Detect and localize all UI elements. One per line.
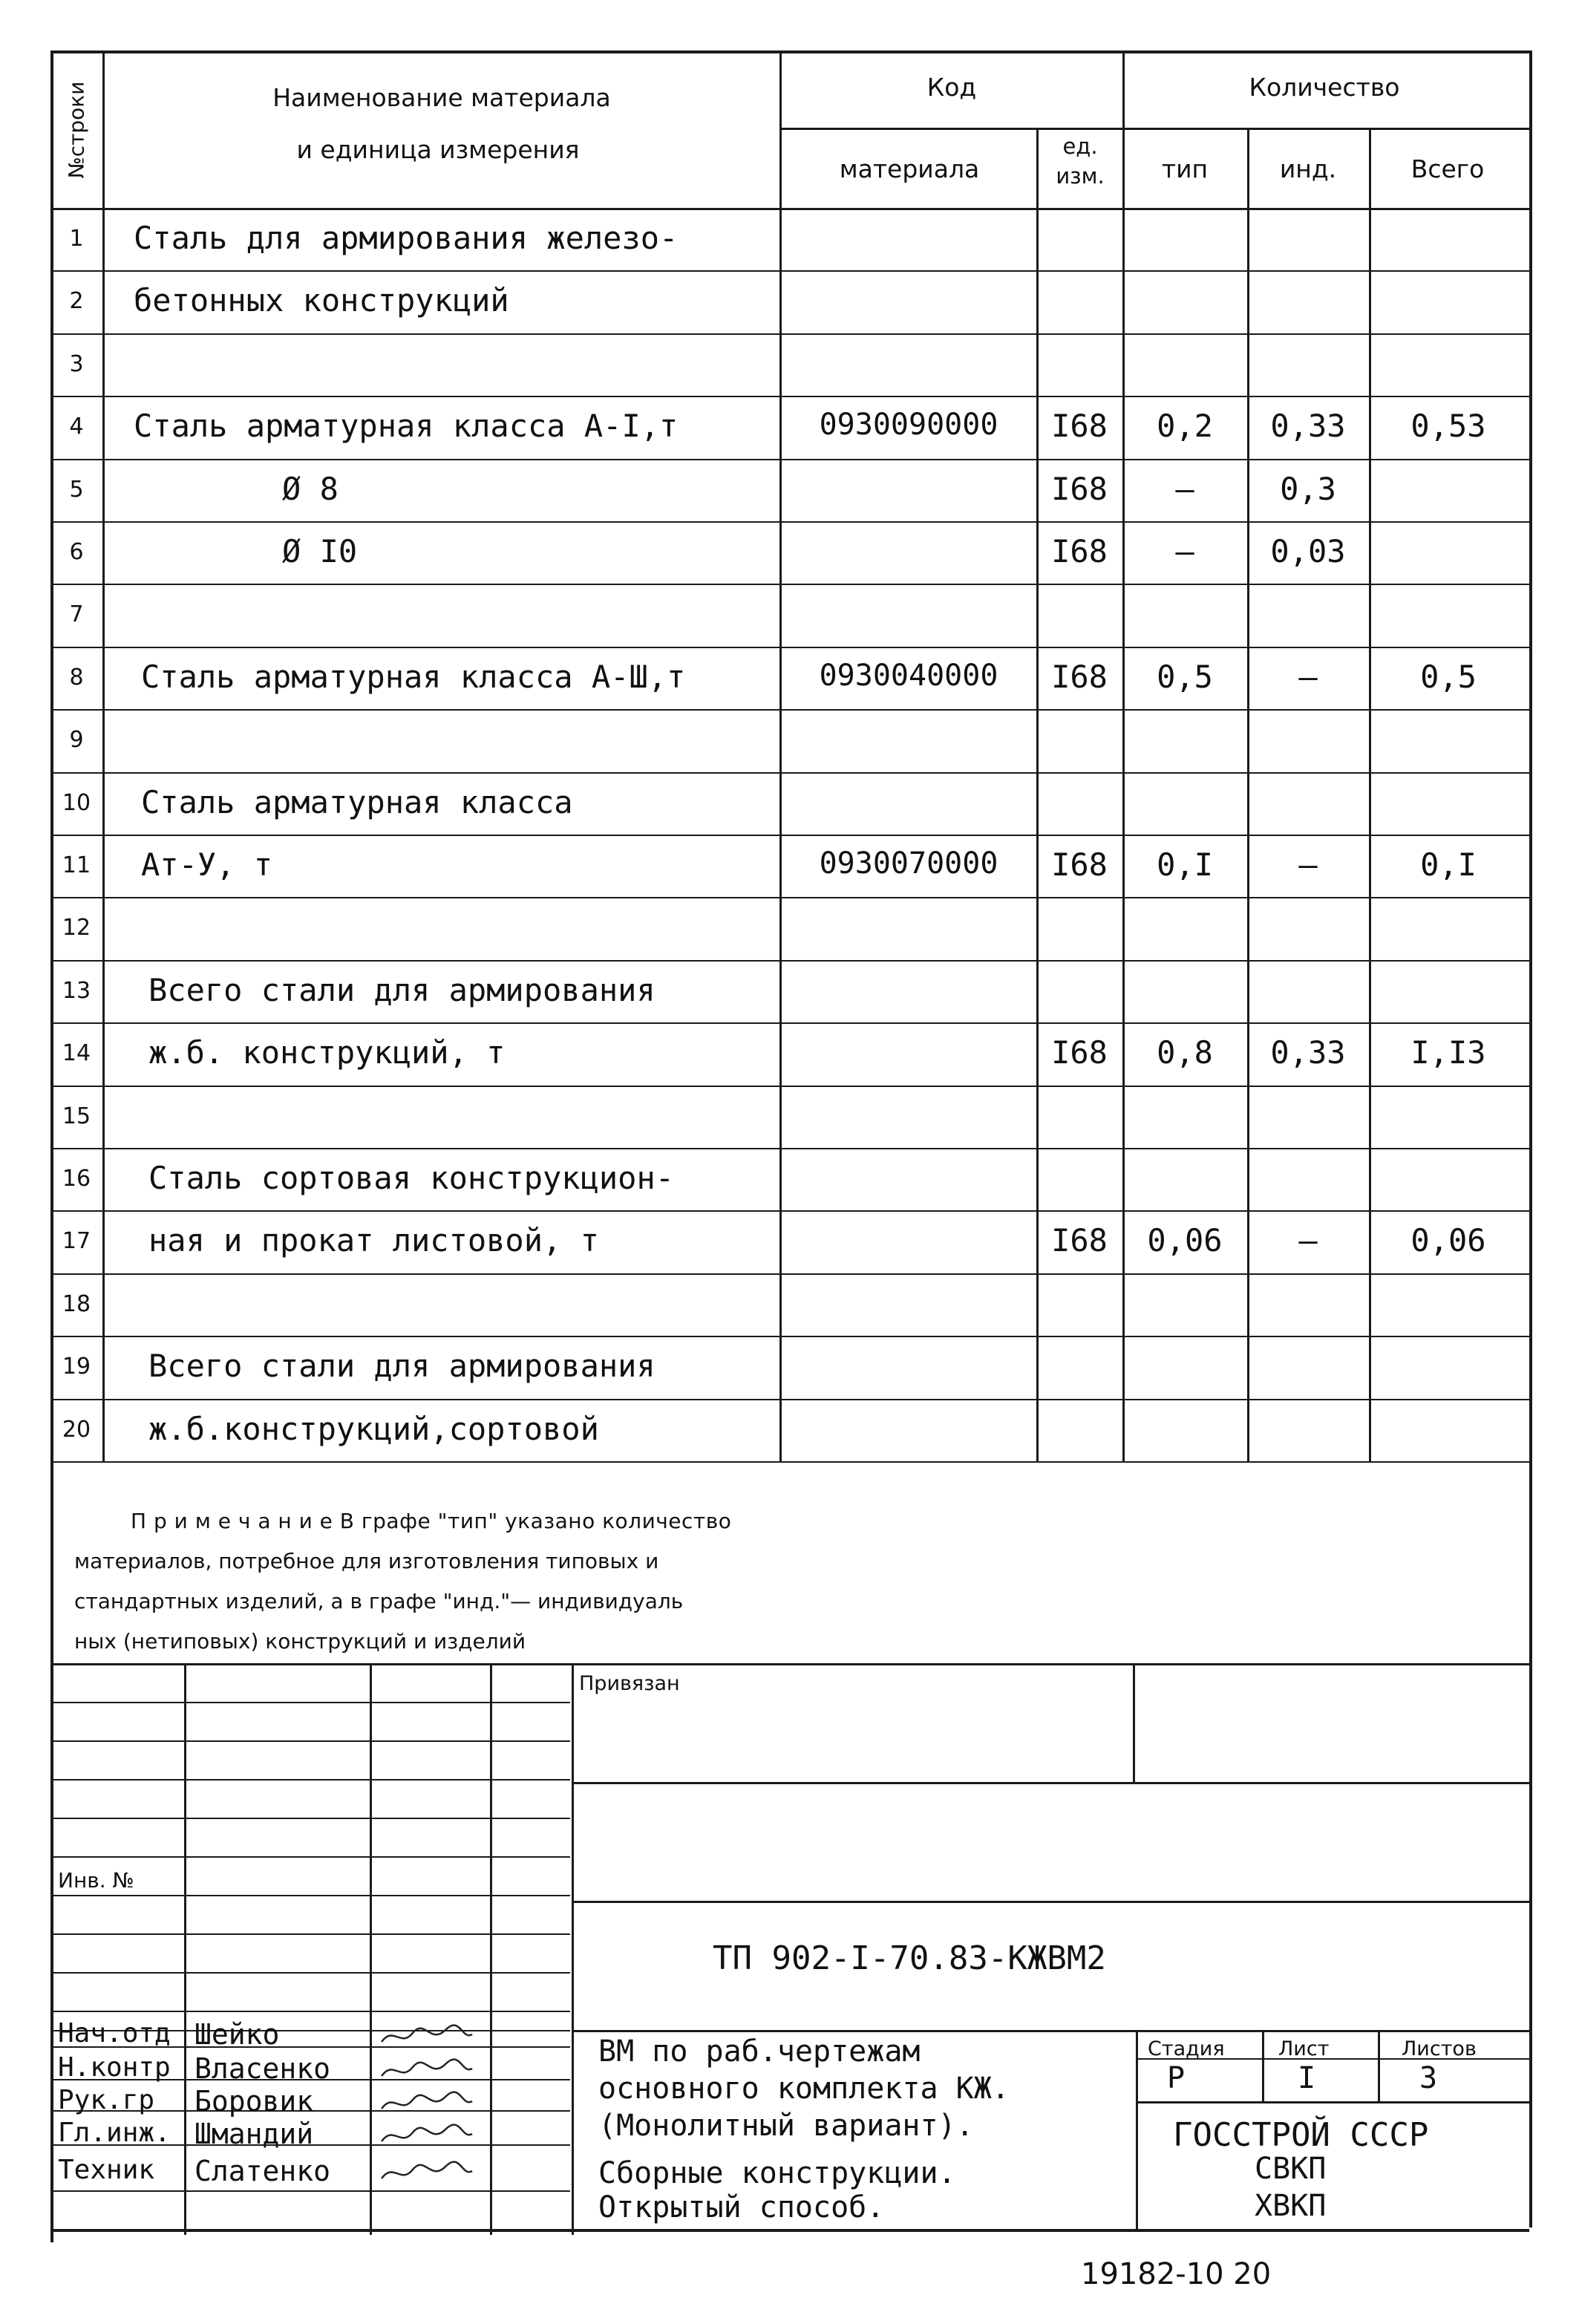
header-unit-line2: изм. [1056, 163, 1105, 189]
material-name: Сталь арматурная класса А-Ш,т [141, 658, 686, 695]
header-material: материала [839, 154, 980, 183]
stamp-info-col1 [1262, 2030, 1264, 2101]
row-number: 14 [62, 1040, 91, 1067]
material-name: Сталь арматурная класса А-I,т [134, 408, 679, 445]
row-number: 17 [62, 1228, 91, 1255]
quantity-type: – [1175, 533, 1194, 569]
material-name: Ат-У, т [141, 846, 273, 883]
quantity-type: – [1175, 470, 1194, 507]
material-name: ж.б. конструкций, т [148, 1034, 506, 1071]
material-name: Ø I0 [282, 533, 358, 569]
unit-code: I68 [1051, 533, 1108, 569]
quantity-type: 0,8 [1157, 1034, 1213, 1071]
signature-scribble [379, 2159, 475, 2189]
sheets-value: 3 [1419, 2061, 1438, 2095]
table-row [0, 584, 1579, 646]
table-row [0, 772, 1579, 835]
table-row [0, 897, 1579, 959]
stamp-left-row [50, 1972, 570, 1974]
quantity-total: 0,I [1420, 846, 1477, 883]
quantity-ind: 0,3 [1280, 470, 1336, 507]
table-row [0, 459, 1579, 521]
material-name: ж.б.конструкций,сортовой [148, 1410, 599, 1447]
quantity-total: 0,53 [1410, 408, 1486, 445]
document-code: ТП 902-I-70.83-КЖВМ2 [713, 1939, 1106, 1977]
sheet-label: Лист [1278, 2037, 1330, 2060]
table-row [0, 1148, 1579, 1210]
quantity-type: 0,06 [1147, 1222, 1223, 1259]
material-name: Ø 8 [282, 470, 339, 507]
material-name: Сталь сортовая конструкцион- [148, 1160, 675, 1196]
stamp-info-left [1136, 2030, 1138, 2230]
stamp-left-row [50, 1818, 570, 1819]
organization-line1: ГОССТРОЙ СССР [1173, 2116, 1429, 2154]
sheets-label: Листов [1402, 2037, 1477, 2060]
stamp-info-col2 [1378, 2030, 1380, 2101]
material-name: Всего стали для армирования [148, 1348, 656, 1385]
stamp-info-vals [1136, 2101, 1529, 2103]
stamp-col1 [184, 1663, 186, 2235]
header-code: Код [926, 73, 977, 102]
quantity-total: 0,06 [1410, 1222, 1486, 1259]
unit-code: I68 [1051, 846, 1108, 883]
quantity-total: 0,5 [1420, 658, 1477, 695]
note-line1: П р и м е ч а н и е В графе "тип" указано количество [131, 1509, 732, 1533]
signatory-name: Власенко [194, 2052, 331, 2085]
organization-line2: СВКП [1255, 2152, 1327, 2186]
stamp-left-row [50, 1702, 570, 1703]
row-number: 20 [62, 1416, 91, 1443]
header-total: Всего [1410, 154, 1485, 183]
privyazan-label: Привязан [579, 1672, 680, 1695]
row-number: 19 [62, 1354, 91, 1380]
row-number: 18 [62, 1290, 91, 1317]
stamp-col3 [490, 1663, 492, 2235]
unit-code: I68 [1051, 470, 1108, 507]
stamp-right-split [1133, 1663, 1135, 1782]
signatory-row-line [50, 2190, 570, 2192]
note-line3: стандартных изделий, а в графе "инд."— индивидуаль [74, 1589, 684, 1613]
description-line4: Сборные конструкции. [598, 2156, 956, 2190]
description-line3: (Монолитный вариант). [598, 2109, 974, 2143]
row-number: 16 [62, 1166, 91, 1192]
row-number: 9 [69, 727, 84, 754]
row-number: 1 [69, 226, 84, 252]
stamp-left-row [50, 2011, 570, 2012]
table-row [0, 1273, 1579, 1336]
stamp-left-row [50, 1933, 570, 1935]
table-row [0, 333, 1579, 396]
header-name-line1: Наименование материала [272, 83, 611, 112]
row-number: 6 [69, 539, 84, 565]
stamp-left-row [50, 1895, 570, 1896]
organization-line3: ХВКП [1255, 2189, 1327, 2223]
quantity-ind: – [1298, 658, 1318, 695]
material-code: 0930090000 [819, 408, 998, 443]
stage-value: Р [1167, 2061, 1186, 2095]
stamp-right-row3 [572, 2030, 1529, 2032]
table-row [0, 835, 1579, 897]
signatory-role: Гл.инж. [58, 2118, 171, 2148]
signatory-name: Слатенко [194, 2155, 331, 2187]
inventory-number-label: Инв. № [58, 1868, 134, 1893]
signature-scribble [379, 2057, 475, 2086]
material-name: Сталь для армирования железо- [134, 220, 679, 256]
quantity-ind: – [1298, 846, 1318, 883]
quantity-ind: – [1298, 1222, 1318, 1259]
signature-scribble [379, 2122, 475, 2152]
table-row [0, 709, 1579, 771]
header-row-number: №строки [64, 81, 89, 179]
stamp-left-row [50, 1856, 570, 1858]
quantity-type: 0,2 [1157, 408, 1213, 445]
description-line1: ВМ по раб.чертежам [598, 2034, 921, 2069]
table-row [0, 396, 1579, 458]
row-number: 12 [62, 915, 91, 941]
table-row [0, 960, 1579, 1022]
header-unit-line1: ед. [1062, 134, 1098, 159]
row-number: 7 [69, 601, 84, 628]
signatory-role: Нач.отд [58, 2018, 171, 2049]
quantity-ind: 0,03 [1270, 533, 1346, 569]
header-name-line2: и единица измерения [296, 135, 580, 164]
unit-code: I68 [1051, 1034, 1108, 1071]
stamp-left-row [50, 1663, 570, 1665]
sheet-value: I [1298, 2061, 1316, 2095]
row-number: 11 [62, 852, 91, 878]
table-row [0, 208, 1579, 270]
signature-scribble [379, 2023, 475, 2052]
quantity-ind: 0,33 [1270, 408, 1346, 445]
stamp-left-row [50, 1779, 570, 1780]
footer-number: 19182-10 20 [1081, 2257, 1272, 2291]
material-name: Всего стали для армирования [148, 971, 656, 1008]
signatory-name: Шмандий [194, 2118, 314, 2150]
row-number: 13 [62, 977, 91, 1004]
row-number: 15 [62, 1103, 91, 1129]
stamp-right-row2 [572, 1901, 1529, 1903]
row-number: 4 [69, 414, 84, 440]
row-number: 5 [69, 476, 84, 503]
table-row [0, 521, 1579, 584]
description-line5: Открытый способ. [598, 2190, 885, 2225]
header-quantity: Количество [1249, 73, 1400, 102]
row-number: 2 [69, 288, 84, 315]
signatory-name: Боровик [194, 2085, 314, 2118]
stamp-col4 [572, 1663, 574, 2235]
signatory-role: Н.контр [58, 2052, 171, 2083]
header-type: тип [1161, 154, 1209, 183]
stamp-left-row [50, 1740, 570, 1742]
table-row [0, 1336, 1579, 1398]
quantity-total: I,I3 [1410, 1034, 1486, 1071]
material-code: 0930070000 [819, 846, 998, 881]
header-subdivider [779, 128, 1529, 130]
row-number: 10 [62, 789, 91, 816]
header-ind: инд. [1279, 154, 1337, 183]
note-line4: ных (нетиповых) конструкций и изделий [74, 1629, 526, 1654]
table-row [0, 1086, 1579, 1148]
material-name: бетонных конструкций [134, 282, 509, 319]
note-line2: материалов, потребное для изготовления типовых и [74, 1549, 659, 1573]
table-top-border [50, 50, 1529, 53]
unit-code: I68 [1051, 408, 1108, 445]
quantity-type: 0,I [1157, 846, 1213, 883]
signatory-role: Рук.гр [58, 2085, 155, 2115]
stage-label: Стадия [1148, 2037, 1225, 2060]
unit-code: I68 [1051, 1222, 1108, 1259]
material-name: ная и прокат листовой, т [148, 1222, 599, 1259]
stamp-right-row1 [572, 1782, 1529, 1784]
table-row [0, 1399, 1579, 1461]
signatory-role: Техник [58, 2155, 155, 2185]
table-row [0, 647, 1579, 709]
table-row [0, 270, 1579, 333]
signature-scribble [379, 2089, 475, 2119]
quantity-type: 0,5 [1157, 658, 1213, 695]
unit-code: I68 [1051, 658, 1108, 695]
row-number: 3 [69, 350, 84, 377]
material-name: Сталь арматурная класса [141, 783, 573, 820]
material-code: 0930040000 [819, 658, 998, 693]
row-separator [50, 1461, 1529, 1463]
stamp-col2 [370, 1663, 372, 2235]
table-row [0, 1022, 1579, 1085]
table-row [0, 1210, 1579, 1273]
row-number: 8 [69, 664, 84, 691]
quantity-ind: 0,33 [1270, 1034, 1346, 1071]
description-line2: основного комплекта КЖ. [598, 2072, 1010, 2106]
signatory-name: Шейко [194, 2018, 280, 2051]
frame-bottom-border [50, 2229, 1529, 2232]
